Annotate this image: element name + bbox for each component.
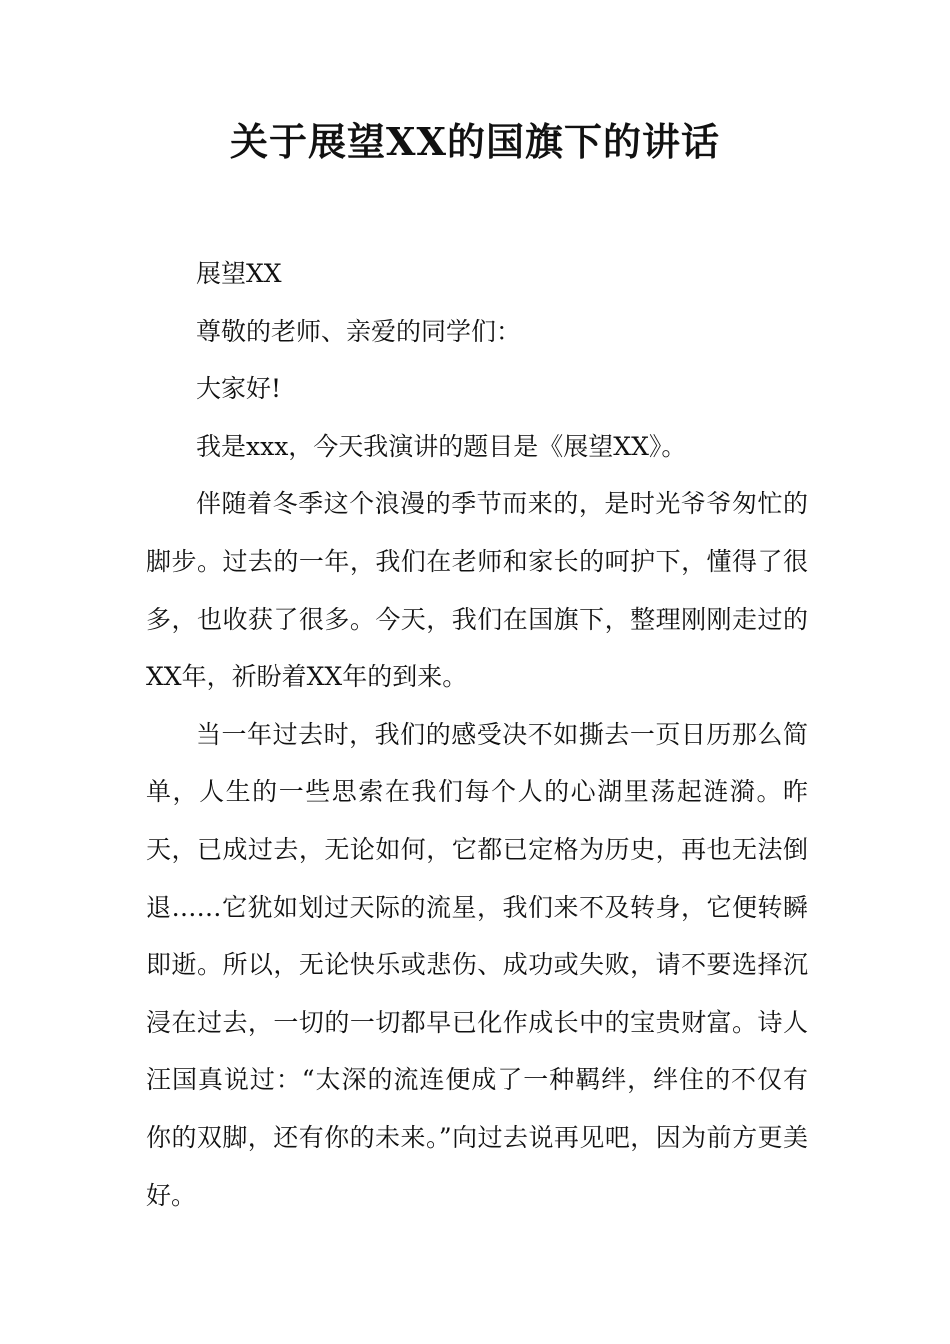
document-body [146,245,808,1224]
paragraph-body-1: 伴随着冬季这个浪漫的季节而来的，是时光爷爷匆忙的脚步。过去的一年，我们在老师和家长的呵护下，懂得了很多，也收获了很多。今天，我们在国旗下，整理刚刚走过的XX年，祈盼着XX年的到来。 [146,489,808,692]
paragraph-salutation: 尊敬的老师、亲爱的同学们： [196,316,522,346]
paragraph-heading: 展望XX [196,259,282,288]
paragraph-greeting: 大家好! [196,374,282,404]
document-title: 关于展望XX的国旗下的讲话 [230,119,720,164]
paragraph-introduction: 我是xxx，今天我演讲的题目是《展望XX》。 [196,431,687,461]
paragraph-body-2: 当一年过去时，我们的感受决不如撕去一页日历那么简单，人生的一些思索在我们每个人的心湖里荡起涟漪。昨天，已成过去，无论如何，它都已定格为历史，再也无法倒退……它犹如划过天际的流星，我们来不及转身，它便转瞬即逝。所以，无论快乐或悲伤、成功或失败，请不要选择沉浸在过去，一切的一切都早已化作成长中的宝贵财富。诗人汪国真说过：“太深的流连便成了一种羁绊，绊住的不仅有你的双脚，还有你的未来。”向过去说再见吧，因为前方更美好。 [146,719,808,1210]
